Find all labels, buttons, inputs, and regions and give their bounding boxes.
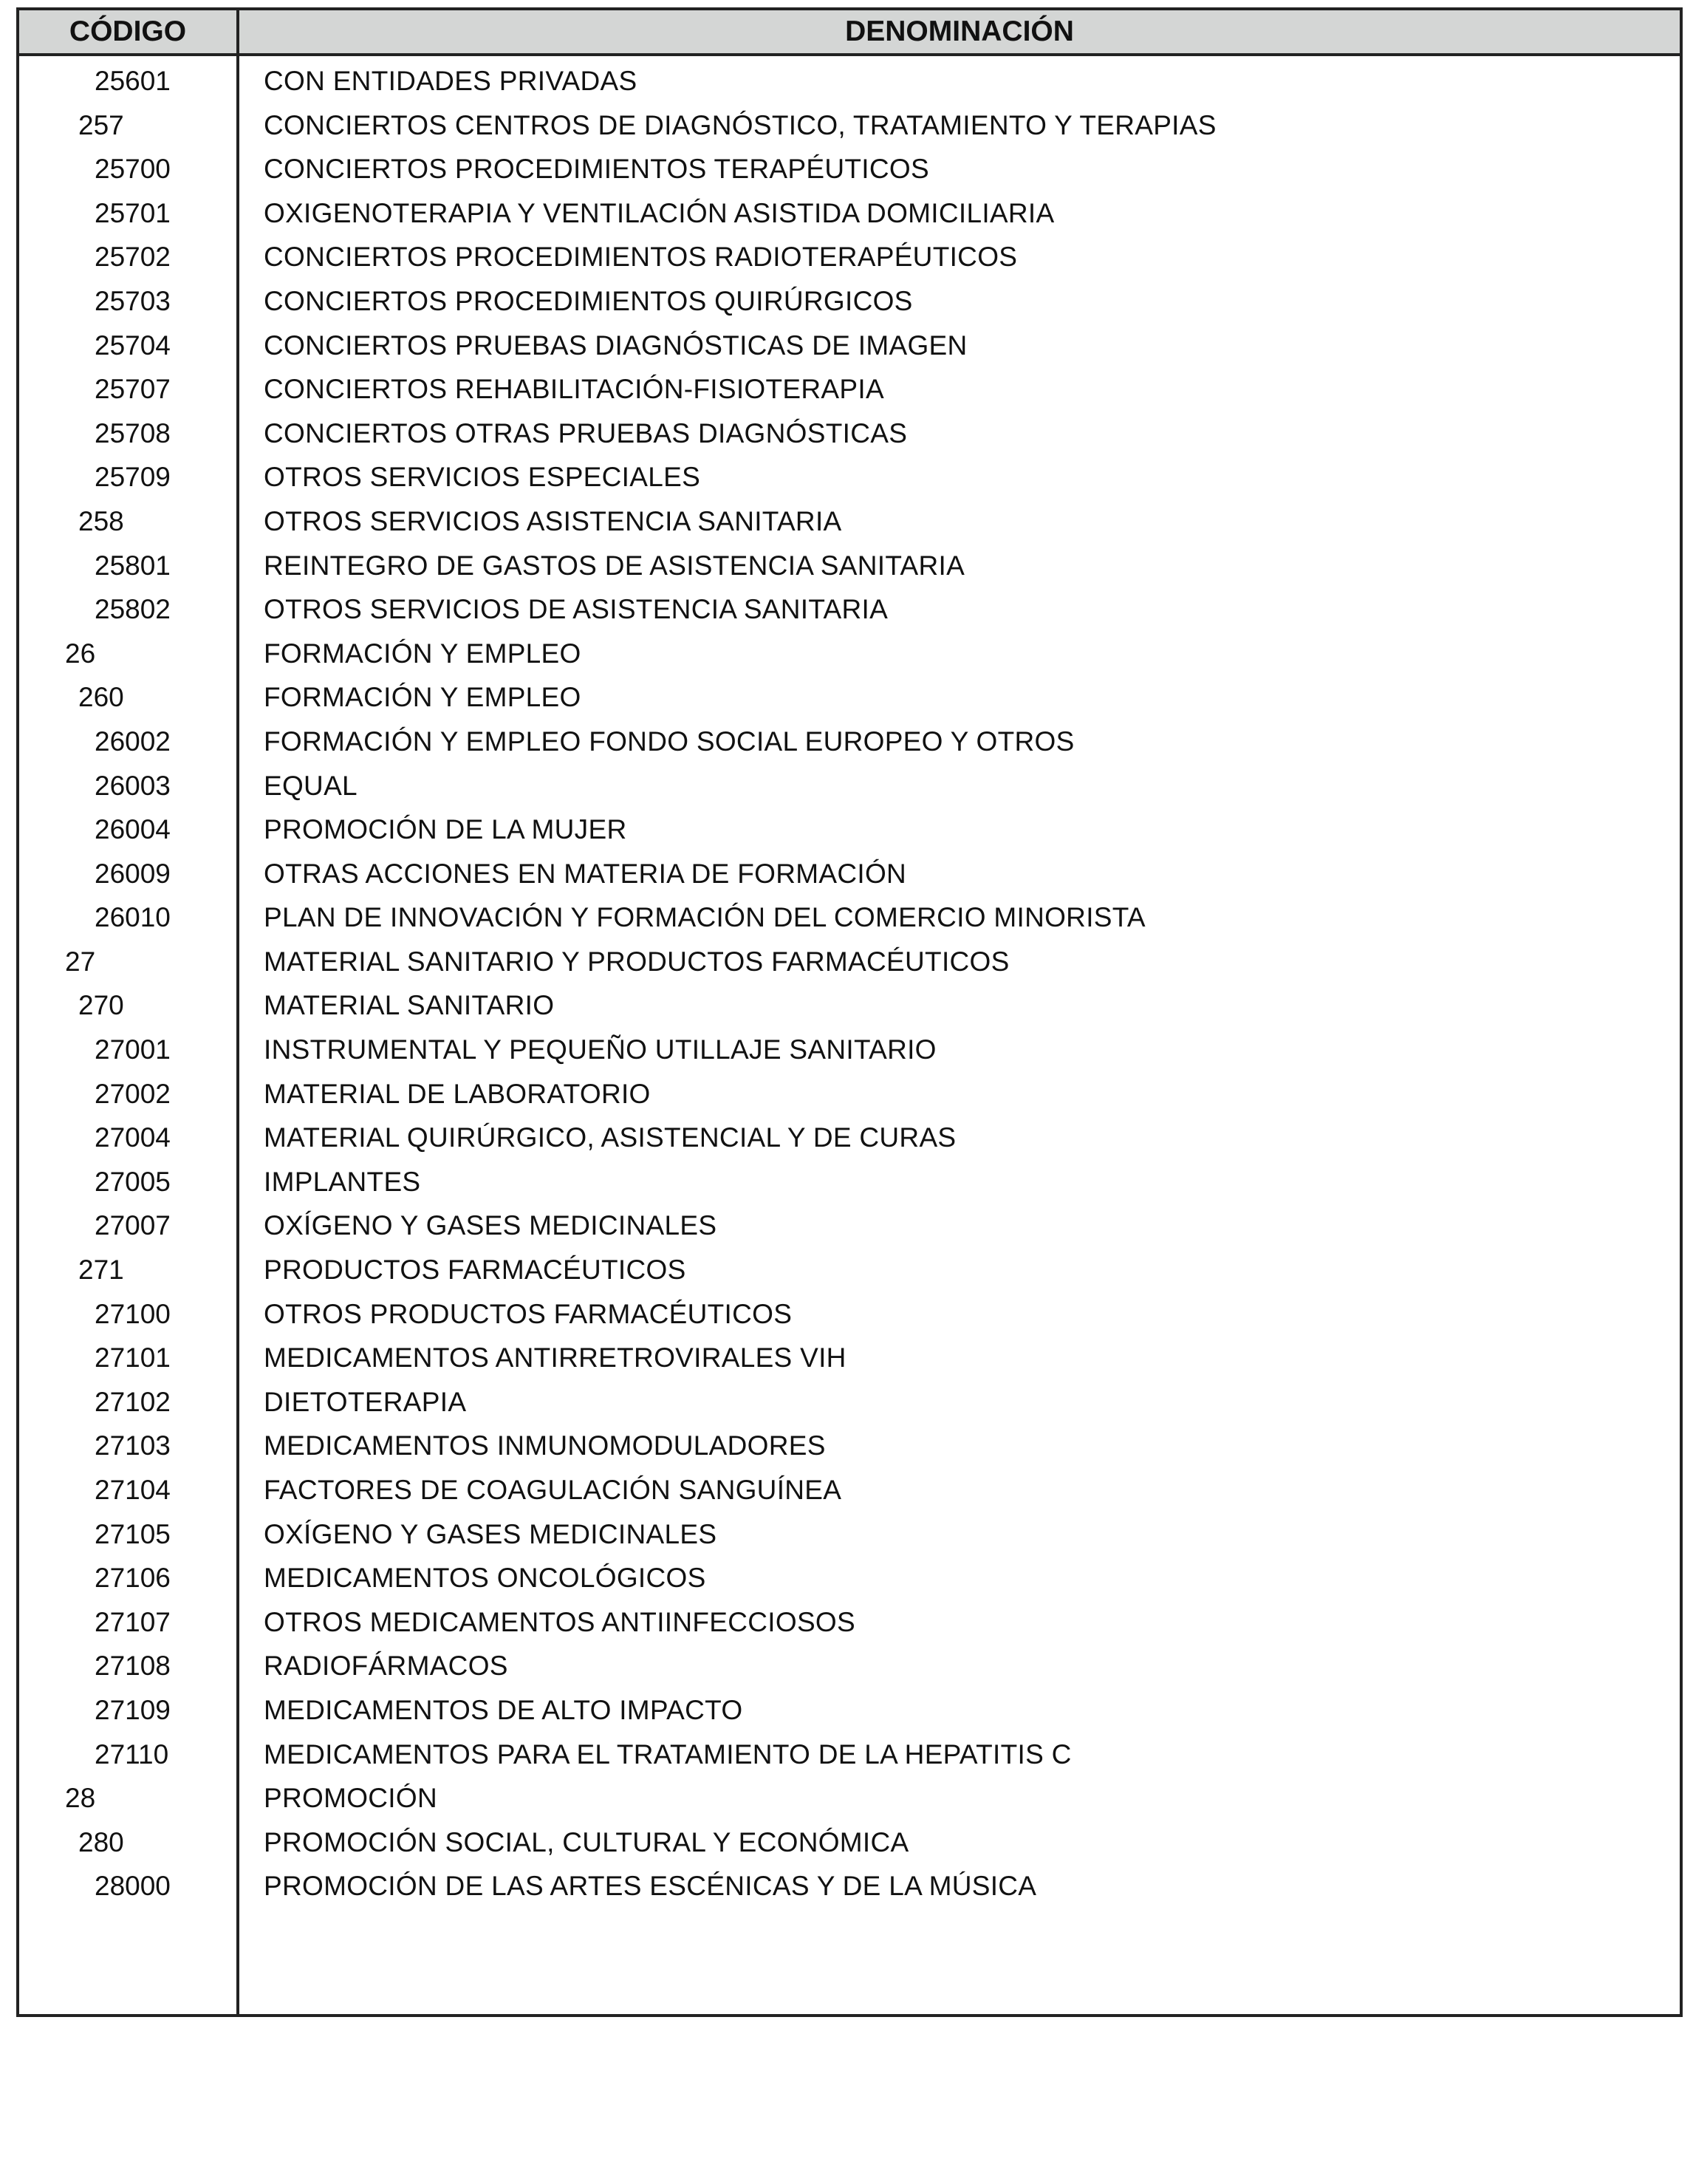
row-name: OTROS MEDICAMENTOS ANTIINFECCIOSOS	[264, 1606, 855, 1637]
table-row	[19, 1116, 1680, 1160]
row-name: MEDICAMENTOS INMUNOMODULADORES	[264, 1430, 826, 1461]
row-name: MATERIAL QUIRÚRGICO, ASISTENCIAL Y DE CURAS	[264, 1122, 957, 1153]
row-code: 27002	[95, 1078, 171, 1109]
row-code: 27	[65, 946, 96, 977]
table-row	[19, 1776, 1680, 1820]
code-table	[16, 7, 1683, 2017]
row-code: 25703	[95, 285, 171, 316]
row-code: 25601	[95, 66, 171, 96]
row-name: OTROS SERVICIOS ESPECIALES	[264, 462, 701, 493]
row-name: MEDICAMENTOS DE ALTO IMPACTO	[264, 1694, 743, 1725]
row-name: CONCIERTOS PROCEDIMIENTOS TERAPÉUTICOS	[264, 154, 929, 185]
row-name: PROMOCIÓN SOCIAL, CULTURAL Y ECONÓMICA	[264, 1826, 909, 1857]
row-name: MEDICAMENTOS ONCOLÓGICOS	[264, 1563, 706, 1594]
row-name: CONCIERTOS PROCEDIMIENTOS QUIRÚRGICOS	[264, 285, 913, 316]
row-code: 270	[78, 990, 124, 1021]
row-code: 257	[78, 109, 124, 140]
row-name: DIETOTERAPIA	[264, 1386, 467, 1417]
row-name: FACTORES DE COAGULACIÓN SANGUÍNEA	[264, 1475, 842, 1505]
row-name: MEDICAMENTOS PARA EL TRATAMIENTO DE LA HEPATITIS C	[264, 1738, 1072, 1770]
table-row	[19, 1688, 1680, 1733]
row-code: 27001	[95, 1034, 171, 1065]
table-row	[19, 1204, 1680, 1248]
row-name: PROMOCIÓN DE LAS ARTES ESCÉNICAS Y DE LA MÚSICA	[264, 1871, 1037, 1902]
row-code: 26009	[95, 858, 171, 889]
row-code: 25801	[95, 550, 171, 581]
row-name: OTROS SERVICIOS ASISTENCIA SANITARIA	[264, 505, 842, 536]
table-row	[19, 1644, 1680, 1688]
table-row	[19, 544, 1680, 588]
table-row	[19, 279, 1680, 324]
table-row	[19, 675, 1680, 720]
table-row	[19, 1864, 1680, 1908]
row-code: 260	[78, 682, 124, 713]
row-name: EQUAL	[264, 770, 358, 801]
row-name: REINTEGRO DE GASTOS DE ASISTENCIA SANITARIA	[264, 550, 965, 581]
row-code: 27005	[95, 1166, 171, 1197]
table-row	[19, 1160, 1680, 1204]
table-row	[19, 235, 1680, 279]
table-row	[19, 1733, 1680, 1777]
row-code: 26010	[95, 902, 171, 933]
row-code: 25802	[95, 594, 171, 625]
row-name: FORMACIÓN Y EMPLEO	[264, 638, 581, 669]
table-row	[19, 764, 1680, 808]
row-name: OTROS PRODUCTOS FARMACÉUTICOS	[264, 1298, 793, 1329]
table-row	[19, 940, 1680, 984]
table-row	[19, 1424, 1680, 1468]
table-row	[19, 1468, 1680, 1512]
row-name: CONCIERTOS REHABILITACIÓN-FISIOTERAPIA	[264, 374, 884, 405]
table-row	[19, 808, 1680, 852]
table-header	[19, 10, 1680, 56]
table-body	[19, 59, 1680, 1908]
row-name: FORMACIÓN Y EMPLEO FONDO SOCIAL EUROPEO Y OTROS	[264, 726, 1075, 757]
row-name: PLAN DE INNOVACIÓN Y FORMACIÓN DEL COMERCIO MINORISTA	[264, 902, 1146, 933]
row-code: 258	[78, 505, 124, 536]
table-row	[19, 983, 1680, 1028]
row-name: PROMOCIÓN	[264, 1783, 437, 1814]
row-code: 27110	[95, 1738, 169, 1770]
table-row	[19, 1292, 1680, 1337]
table-row	[19, 1072, 1680, 1116]
table-row	[19, 147, 1680, 191]
table-row	[19, 1600, 1680, 1645]
row-code: 25709	[95, 462, 171, 493]
row-name: CONCIERTOS PRUEBAS DIAGNÓSTICAS DE IMAGEN	[264, 330, 968, 361]
table-row	[19, 455, 1680, 499]
row-name: CONCIERTOS CENTROS DE DIAGNÓSTICO, TRATAMIENTO Y TERAPIAS	[264, 109, 1217, 140]
table-row	[19, 191, 1680, 236]
row-name: OTROS SERVICIOS DE ASISTENCIA SANITARIA	[264, 594, 889, 625]
table-row	[19, 587, 1680, 632]
table-row	[19, 1336, 1680, 1380]
row-code: 27108	[95, 1651, 171, 1682]
row-code: 27104	[95, 1475, 171, 1505]
table-row	[19, 852, 1680, 896]
table-row	[19, 367, 1680, 412]
table-row	[19, 895, 1680, 940]
row-name: PROMOCIÓN DE LA MUJER	[264, 814, 627, 845]
row-code: 26004	[95, 814, 171, 845]
row-code: 27004	[95, 1122, 171, 1153]
header-code: CÓDIGO	[69, 16, 187, 47]
row-code: 25707	[95, 374, 171, 405]
row-name: MATERIAL SANITARIO	[264, 990, 555, 1021]
row-code: 27103	[95, 1430, 171, 1461]
row-code: 28	[65, 1783, 96, 1814]
row-code: 271	[78, 1255, 124, 1286]
row-code: 25702	[95, 242, 171, 273]
row-name: RADIOFÁRMACOS	[264, 1651, 508, 1682]
row-code: 27100	[95, 1298, 171, 1329]
row-name: OXÍGENO Y GASES MEDICINALES	[264, 1518, 717, 1549]
row-name: OXÍGENO Y GASES MEDICINALES	[264, 1210, 717, 1241]
row-code: 27107	[95, 1606, 171, 1637]
row-code: 26	[65, 638, 96, 669]
row-code: 25704	[95, 330, 171, 361]
row-code: 26003	[95, 770, 171, 801]
table-row	[19, 1512, 1680, 1557]
row-code: 27106	[95, 1563, 171, 1594]
row-code: 27109	[95, 1694, 171, 1725]
row-code: 27101	[95, 1342, 171, 1373]
table-row	[19, 720, 1680, 764]
row-code: 25700	[95, 154, 171, 185]
table-row	[19, 1556, 1680, 1600]
row-name: INSTRUMENTAL Y PEQUEÑO UTILLAJE SANITARIO	[264, 1034, 937, 1065]
table-row	[19, 632, 1680, 676]
row-name: MATERIAL SANITARIO Y PRODUCTOS FARMACÉUTICOS	[264, 946, 1010, 977]
row-code: 27007	[95, 1210, 171, 1241]
table-row	[19, 499, 1680, 544]
row-code: 28000	[95, 1871, 171, 1902]
row-name: PRODUCTOS FARMACÉUTICOS	[264, 1255, 686, 1286]
row-name: CON ENTIDADES PRIVADAS	[264, 66, 637, 96]
row-name: OXIGENOTERAPIA Y VENTILACIÓN ASISTIDA DOMICILIARIA	[264, 197, 1055, 228]
header-name: DENOMINACIÓN	[845, 16, 1074, 47]
table-row	[19, 59, 1680, 103]
row-code: 27102	[95, 1386, 171, 1417]
table-row	[19, 103, 1680, 148]
row-code: 25701	[95, 197, 171, 228]
row-code: 25708	[95, 417, 171, 448]
row-name: CONCIERTOS OTRAS PRUEBAS DIAGNÓSTICAS	[264, 417, 908, 448]
row-code: 26002	[95, 726, 171, 757]
row-code: 280	[78, 1826, 124, 1857]
table-row	[19, 1380, 1680, 1424]
row-name: CONCIERTOS PROCEDIMIENTOS RADIOTERAPÉUTICOS	[264, 242, 1018, 273]
table-row	[19, 412, 1680, 456]
table-row	[19, 1820, 1680, 1865]
row-name: MATERIAL DE LABORATORIO	[264, 1078, 651, 1109]
table-row	[19, 1248, 1680, 1292]
row-code: 27105	[95, 1518, 171, 1549]
row-name: OTRAS ACCIONES EN MATERIA DE FORMACIÓN	[264, 858, 907, 889]
row-name: IMPLANTES	[264, 1166, 421, 1197]
row-name: FORMACIÓN Y EMPLEO	[264, 682, 581, 713]
table-row	[19, 1028, 1680, 1072]
table-row	[19, 324, 1680, 368]
row-name: MEDICAMENTOS ANTIRRETROVIRALES VIH	[264, 1342, 846, 1373]
